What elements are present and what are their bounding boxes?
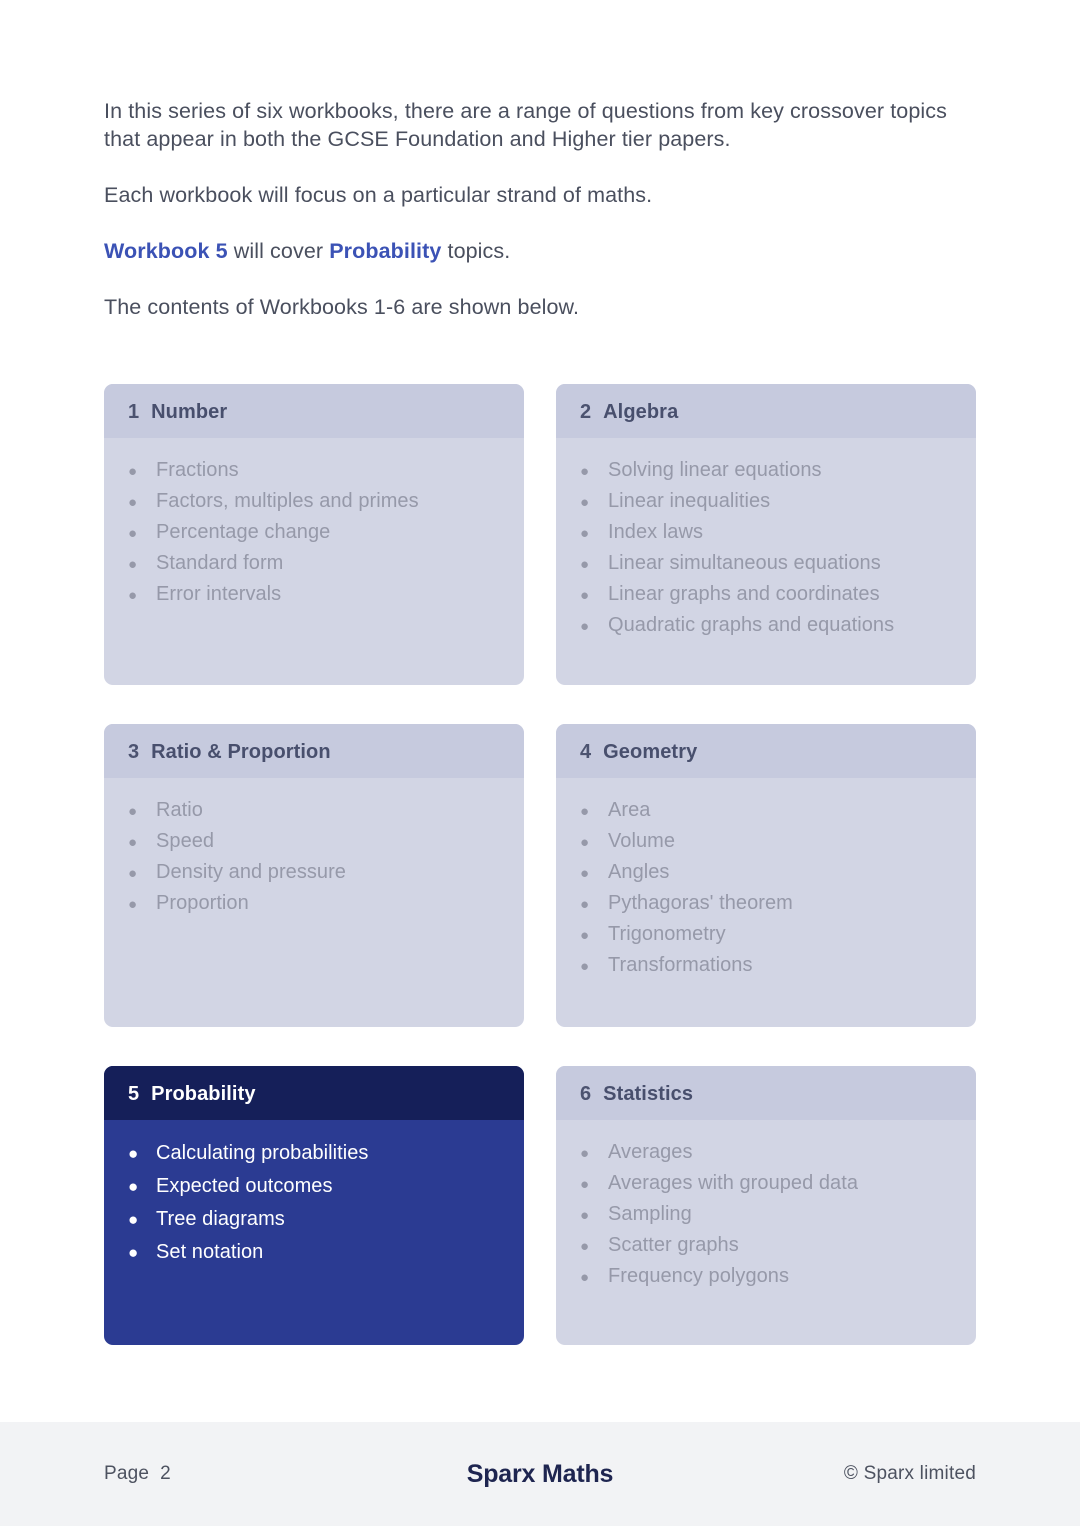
workbook-card-ratio-proportion[interactable] (104, 724, 524, 1027)
topic-list-item (580, 1137, 952, 1168)
bullet-icon: ● (580, 1269, 590, 1287)
topic-label: Standard form (156, 552, 284, 575)
topic-label: Fractions (156, 459, 239, 482)
intro-paragraph-1: In this series of six workbooks, there are a range of questions from key crossover topics that appear in both the GCSE Foundation and Higher tier papers. (104, 99, 947, 151)
topic-label: Proportion (156, 892, 249, 915)
topic-label: Set notation (156, 1241, 264, 1264)
topic-label: Area (608, 799, 651, 822)
topic-label: Sampling (608, 1203, 692, 1226)
card-body (556, 1120, 976, 1345)
topic-list-item (128, 795, 500, 826)
intro-paragraph-2: Each workbook will focus on a particular strand of maths. (104, 182, 653, 207)
bullet-icon: ● (580, 525, 590, 543)
topic-label: Speed (156, 830, 215, 853)
bullet-icon: ● (128, 1144, 139, 1164)
bullet-icon: ● (128, 803, 138, 821)
topic-list-item (128, 888, 500, 919)
card-number: 3 (128, 740, 140, 763)
topic-label: Averages (608, 1141, 693, 1164)
workbook-card-algebra[interactable] (556, 384, 976, 685)
topic-label: Scatter graphs (608, 1234, 739, 1257)
card-title: Probability (151, 1082, 256, 1105)
topic-list-item (580, 610, 952, 641)
card-body (556, 438, 976, 685)
topic-list-item (580, 919, 952, 950)
topic-list-item (580, 486, 952, 517)
topic-list (128, 1137, 500, 1269)
workbook-card-probability[interactable] (104, 1066, 524, 1345)
bullet-icon: ● (580, 587, 590, 605)
topic-label: Percentage change (156, 521, 331, 544)
topic-label: Transformations (608, 954, 753, 977)
topic-label: Error intervals (156, 583, 282, 606)
copyright-label: © Sparx limited (843, 1463, 976, 1484)
card-header (556, 384, 976, 438)
topic-list-item (128, 579, 500, 610)
bullet-icon: ● (580, 618, 590, 636)
card-header (104, 1066, 524, 1120)
page-number-label: Page 2 (104, 1463, 171, 1484)
page-footer (0, 1422, 1080, 1526)
topic-label: Quadratic graphs and equations (608, 614, 895, 637)
topic-list-item (128, 1137, 500, 1170)
bullet-icon: ● (580, 556, 590, 574)
card-number: 1 (128, 400, 140, 423)
topic-label: Linear simultaneous equations (608, 552, 881, 575)
topic-label: Solving linear equations (608, 459, 822, 482)
topic-list (128, 455, 500, 610)
probability-accent: Probability (329, 238, 442, 263)
card-title: Ratio & Proportion (151, 740, 331, 763)
topic-list-item (128, 455, 500, 486)
topic-list-item (128, 548, 500, 579)
topic-label: Factors, multiples and primes (156, 490, 419, 513)
intro-paragraph-3 (104, 238, 976, 266)
card-title: Algebra (603, 400, 679, 423)
intro-paragraph-3-end: topics. (441, 238, 511, 263)
bullet-icon: ● (580, 463, 590, 481)
bullet-icon: ● (580, 1176, 590, 1194)
topic-list-item (580, 1168, 952, 1199)
bullet-icon: ● (580, 865, 590, 883)
bullet-icon: ● (580, 958, 590, 976)
bullet-icon: ● (580, 834, 590, 852)
bullet-icon: ● (580, 1145, 590, 1163)
card-body (104, 1120, 524, 1345)
sparx-maths-logo: Sparx Maths (466, 1459, 614, 1488)
topic-list-item (580, 950, 952, 981)
card-title: Number (151, 400, 228, 423)
card-body (556, 778, 976, 1027)
topic-list-item (580, 579, 952, 610)
bullet-icon: ● (580, 896, 590, 914)
topic-list-item (128, 517, 500, 548)
topic-list (580, 455, 952, 641)
topic-list-item (580, 1230, 952, 1261)
topic-list-item (128, 486, 500, 517)
intro-text-block (104, 98, 976, 322)
card-header (556, 1066, 976, 1120)
card-body (104, 438, 524, 685)
bullet-icon: ● (580, 1238, 590, 1256)
topic-list-item (580, 826, 952, 857)
card-body (104, 778, 524, 1027)
topic-label: Linear inequalities (608, 490, 771, 513)
topic-label: Expected outcomes (156, 1175, 333, 1198)
topic-list (580, 1137, 952, 1292)
bullet-icon: ● (128, 463, 138, 481)
card-header (104, 724, 524, 778)
topic-list-item (580, 1261, 952, 1292)
topic-list-item (128, 1236, 500, 1269)
topic-list-item (580, 1199, 952, 1230)
card-header (556, 724, 976, 778)
bullet-icon: ● (128, 494, 138, 512)
bullet-icon: ● (580, 1207, 590, 1225)
workbook-card-geometry[interactable] (556, 724, 976, 1027)
topic-label: Angles (608, 861, 670, 884)
bullet-icon: ● (128, 1177, 139, 1197)
card-number: 2 (580, 400, 592, 423)
topic-list-item (580, 548, 952, 579)
bullet-icon: ● (128, 834, 138, 852)
topic-label: Frequency polygons (608, 1265, 790, 1288)
bullet-icon: ● (580, 803, 590, 821)
bullet-icon: ● (128, 556, 138, 574)
bullet-icon: ● (128, 587, 138, 605)
workbook-card-grid (104, 384, 976, 1345)
topic-list (580, 795, 952, 981)
topic-list-item (580, 857, 952, 888)
topic-list-item (580, 517, 952, 548)
bullet-icon: ● (580, 494, 590, 512)
topic-label: Pythagoras' theorem (608, 892, 793, 915)
topic-list-item (128, 1203, 500, 1236)
topic-label: Averages with grouped data (608, 1172, 858, 1195)
workbook-number-accent: Workbook 5 (104, 238, 228, 263)
intro-paragraph-3-middle: will cover (227, 238, 330, 263)
topic-list (128, 795, 500, 919)
topic-list-item (580, 795, 952, 826)
card-title: Statistics (603, 1082, 694, 1105)
topic-label: Volume (608, 830, 676, 853)
topic-label: Calculating probabilities (156, 1142, 369, 1165)
topic-label: Tree diagrams (156, 1208, 285, 1231)
topic-list-item (128, 1170, 500, 1203)
workbook-card-number[interactable] (104, 384, 524, 685)
workbook-card-statistics[interactable] (556, 1066, 976, 1345)
topic-label: Linear graphs and coordinates (608, 583, 880, 606)
bullet-icon: ● (580, 927, 590, 945)
topic-list-item (580, 888, 952, 919)
topic-label: Ratio (156, 799, 203, 822)
card-number: 5 (128, 1082, 140, 1105)
intro-paragraph-4: The contents of Workbooks 1-6 are shown below. (104, 294, 580, 319)
bullet-icon: ● (128, 1243, 139, 1263)
topic-list-item (128, 857, 500, 888)
bullet-icon: ● (128, 525, 138, 543)
topic-list-item (580, 455, 952, 486)
card-number: 6 (580, 1082, 592, 1105)
topic-label: Index laws (608, 521, 703, 544)
card-title: Geometry (603, 740, 698, 763)
topic-label: Trigonometry (608, 923, 726, 946)
card-header (104, 384, 524, 438)
card-number: 4 (580, 740, 592, 763)
bullet-icon: ● (128, 1210, 139, 1230)
bullet-icon: ● (128, 865, 138, 883)
bullet-icon: ● (128, 896, 138, 914)
topic-label: Density and pressure (156, 861, 346, 884)
topic-list-item (128, 826, 500, 857)
